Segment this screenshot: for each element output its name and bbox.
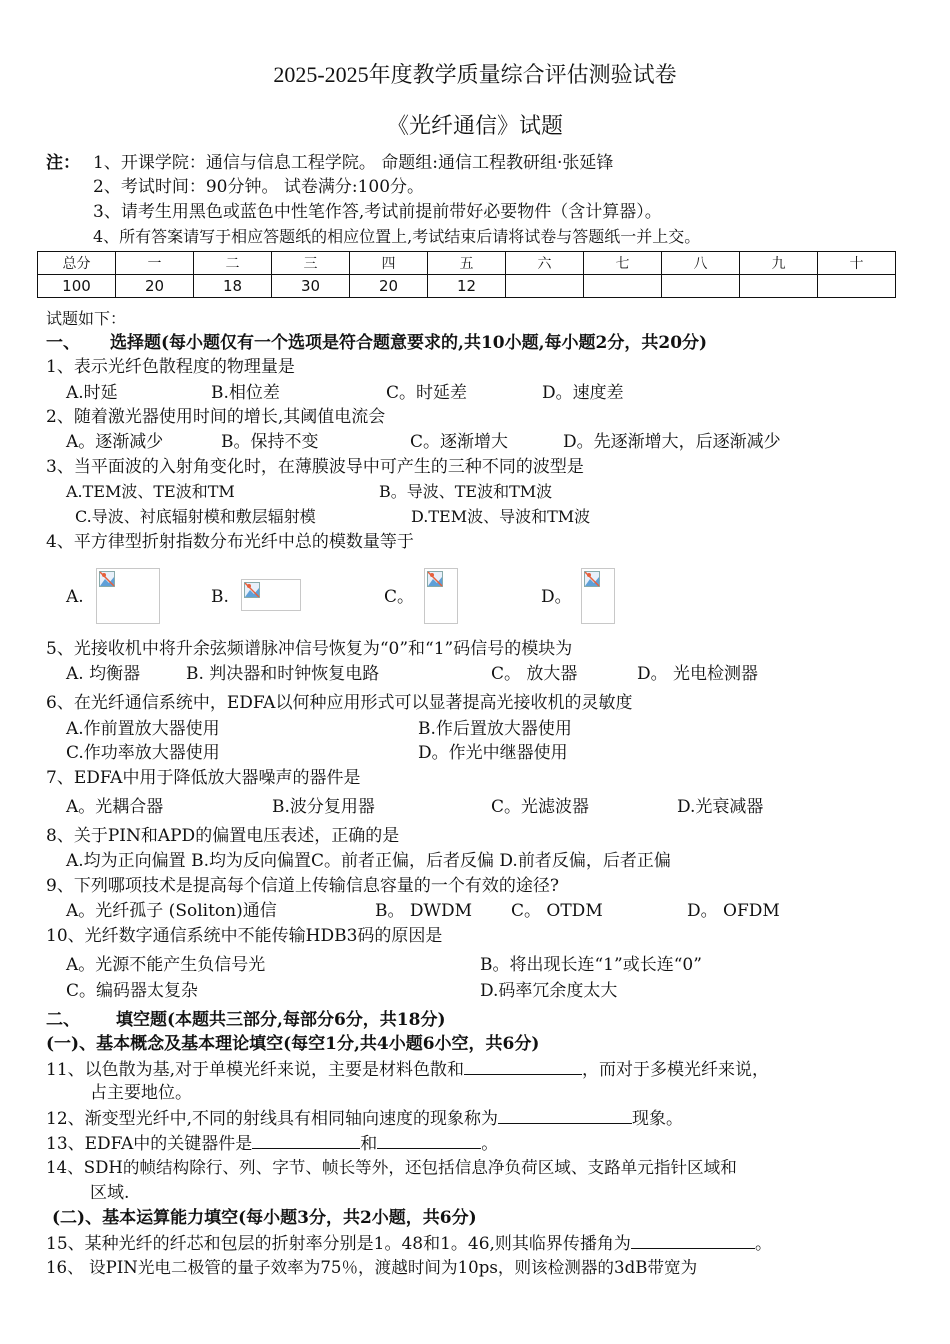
q4-formula-image-a xyxy=(96,568,160,624)
q3-option-c: C.导波、衬底辐射模和敷层辐射模 xyxy=(75,507,316,526)
q4-option-a: A. xyxy=(66,587,84,607)
q15-text-a: 15、某种光纤的纤芯和包层的折射率分别是1。48和1。46,则其临界传播角为 xyxy=(46,1234,631,1254)
q3-option-a: A.TEM波、TE波和TM xyxy=(66,482,235,501)
note-1: 1、开课学院：通信与信息工程学院。 命题组:通信工程教研组·张延锋 xyxy=(93,153,614,173)
q2-stem: 2、随着激光器使用时间的增长,其阈值电流会 xyxy=(46,407,386,427)
score-header-cell: 四 xyxy=(350,252,428,275)
q5-option-a: A. 均衡器 xyxy=(66,664,141,684)
score-value-cell xyxy=(506,275,584,298)
broken-image-icon xyxy=(584,571,600,587)
q7-option-a: A。光耦合器 xyxy=(66,797,164,817)
q4-formula-image-c xyxy=(424,568,458,624)
broken-image-icon xyxy=(244,582,260,598)
q7-option-b: B.波分复用器 xyxy=(272,797,375,817)
q3-stem: 3、当平面波的入射角变化时，在薄膜波导中可产生的三种不同的波型是 xyxy=(46,457,584,477)
score-header-cell: 一 xyxy=(116,252,194,275)
score-table-header-row xyxy=(38,252,896,275)
q1-option-a: A.时延 xyxy=(66,383,118,403)
broken-image-icon xyxy=(427,571,443,587)
q5-option-d: D。 光电检测器 xyxy=(637,664,759,684)
score-value-cell: 12 xyxy=(428,275,506,298)
score-header-cell: 七 xyxy=(584,252,662,275)
q13-blank-2[interactable] xyxy=(377,1132,481,1149)
q13-line xyxy=(46,1132,498,1155)
q2-option-d: D。先逐渐增大，后逐渐减少 xyxy=(563,432,781,452)
q10-option-b: B。将出现长连“1”或长连“0” xyxy=(480,955,702,975)
q12-blank[interactable] xyxy=(498,1107,632,1124)
score-header-cell: 三 xyxy=(272,252,350,275)
q1-option-c: C。时延差 xyxy=(386,383,468,403)
note-4: 4、所有答案请写于相应答题纸的相应位置上,考试结束后请将试卷与答题纸一并上交。 xyxy=(93,227,701,246)
q8-stem: 8、关于PIN和APD的偏置电压表述，正确的是 xyxy=(46,826,400,846)
score-header-cell: 总分 xyxy=(38,252,116,275)
q14-text-b: 区域. xyxy=(90,1183,130,1203)
score-value-cell xyxy=(584,275,662,298)
q14-text-a: 14、SDH的帧结构除行、列、字节、帧长等外，还包括信息净负荷区域、支路单元指针区域和 xyxy=(46,1158,737,1177)
q6-option-b: B.作后置放大器使用 xyxy=(418,719,572,739)
q3-option-d: D.TEM波、导波和TM波 xyxy=(411,507,591,526)
q2-option-a: A。逐渐减少 xyxy=(66,432,164,452)
q12-line xyxy=(46,1107,683,1130)
q9-option-a: A。光纤孤子 (Soliton)通信 xyxy=(66,901,277,921)
score-value-cell: 20 xyxy=(116,275,194,298)
q12-text-b: 现象。 xyxy=(632,1109,684,1129)
score-value-cell: 20 xyxy=(350,275,428,298)
q13-text-b: 和 xyxy=(360,1134,378,1154)
q3-option-b: B。导波、TE波和TM波 xyxy=(379,482,553,501)
q2-option-b: B。保持不变 xyxy=(221,432,319,452)
q6-option-a: A.作前置放大器使用 xyxy=(66,719,220,739)
q10-option-c: C。编码器太复杂 xyxy=(66,981,199,1001)
score-header-cell: 五 xyxy=(428,252,506,275)
q11-text-b: ，而对于多模光纤来说， xyxy=(582,1060,770,1080)
score-table-value-row xyxy=(38,275,896,298)
q4-stem: 4、平方律型折射指数分布光纤中总的模数量等于 xyxy=(46,532,414,552)
q10-stem: 10、光纤数字通信系统中不能传输HDB3码的原因是 xyxy=(46,926,443,946)
q7-option-d: D.光衰减器 xyxy=(677,797,764,817)
section2-title: 填空题(本题共三部分,每部分6分，共18分) xyxy=(116,1010,446,1030)
note-2: 2、考试时间：90分钟。 试卷满分:100分。 xyxy=(93,177,425,197)
section1-title: 选择题(每小题仅有一个选项是符合题意要求的,共10小题,每小题2分，共20分) xyxy=(110,333,708,353)
section1-number: 一、 xyxy=(46,333,80,353)
q13-blank-1[interactable] xyxy=(252,1132,360,1149)
score-value-cell: 30 xyxy=(272,275,350,298)
q12-text-a: 12、渐变型光纤中,不同的射线具有相同轴向速度的现象称为 xyxy=(46,1109,499,1129)
score-value-cell: 100 xyxy=(38,275,116,298)
q13-text-c: 。 xyxy=(481,1134,499,1154)
broken-image-icon xyxy=(99,571,115,587)
q4-option-c: C。 xyxy=(384,587,415,607)
part2-title: (二)、基本运算能力填空(每小题3分，共2小题，共6分) xyxy=(52,1208,477,1228)
q4-formula-image-d xyxy=(581,568,615,624)
q6-option-c: C.作功率放大器使用 xyxy=(66,743,220,763)
score-value-cell xyxy=(662,275,740,298)
page-subtitle: 《光纤通信》试题 xyxy=(386,114,563,139)
score-value-cell: 18 xyxy=(194,275,272,298)
q16-text-a: 16、 设PIN光电二极管的量子效率为75％，渡越时间为10ps，则该检测器的3dB带宽为 xyxy=(46,1258,698,1277)
q11-text-c: 占主要地位。 xyxy=(90,1083,192,1103)
q5-option-c: C。 放大器 xyxy=(491,664,578,684)
q1-option-d: D。速度差 xyxy=(542,383,624,403)
q4-formula-image-b xyxy=(241,579,301,611)
q6-stem: 6、在光纤通信系统中，EDFA以何种应用形式可以显著提高光接收机的灵敏度 xyxy=(46,693,633,713)
q9-option-c: C。 OTDM xyxy=(511,901,603,921)
q11-text-a: 11、以色散为基,对于单模光纤来说，主要是材料色散和 xyxy=(46,1060,465,1080)
score-value-cell xyxy=(740,275,818,298)
notes-label: 注： xyxy=(46,153,80,173)
q8-options: A.均为正向偏置 B.均为反向偏置C。前者正偏，后者反偏 D.前者反偏，后者正偏 xyxy=(66,851,671,871)
q15-blank[interactable] xyxy=(631,1232,755,1249)
q15-line xyxy=(46,1232,772,1255)
q5-stem: 5、光接收机中将升余弦频谱脉冲信号恢复为“0”和“1”码信号的模块为 xyxy=(46,639,573,659)
q6-option-d: D。作光中继器使用 xyxy=(418,743,568,763)
q9-option-d: D。 OFDM xyxy=(687,901,780,921)
q7-stem: 7、EDFA中用于降低放大器噪声的器件是 xyxy=(46,768,361,788)
part1-title: (一)、基本概念及基本理论填空(每空1分,共4小题6小空，共6分) xyxy=(46,1034,540,1054)
score-table xyxy=(37,251,896,298)
score-header-cell: 十 xyxy=(818,252,896,275)
page-title: 2025-2025年度教学质量综合评估测验试卷 xyxy=(273,62,677,87)
q10-option-d: D.码率冗余度太大 xyxy=(480,981,618,1001)
q10-option-a: A。光源不能产生负信号光 xyxy=(66,955,266,975)
q1-stem: 1、表示光纤色散程度的物理量是 xyxy=(46,357,295,377)
q9-option-b: B。 DWDM xyxy=(375,901,473,921)
score-header-cell: 二 xyxy=(194,252,272,275)
q15-text-b: 。 xyxy=(754,1234,772,1254)
q11-blank-1[interactable] xyxy=(464,1058,582,1075)
score-header-cell: 九 xyxy=(740,252,818,275)
score-header-cell: 八 xyxy=(662,252,740,275)
q14-line2 xyxy=(90,1182,129,1204)
q4-option-b: B. xyxy=(211,587,229,607)
q2-option-c: C。逐渐增大 xyxy=(410,432,509,452)
score-value-cell xyxy=(818,275,896,298)
q9-stem: 9、下列哪项技术是提高每个信道上传输信息容量的一个有效的途径? xyxy=(46,876,559,896)
q5-option-b: B. 判决器和时钟恢复电路 xyxy=(186,664,380,684)
q11-line1 xyxy=(46,1058,769,1081)
score-header-cell: 六 xyxy=(506,252,584,275)
q4-option-d: D。 xyxy=(541,587,572,607)
intro-text: 试题如下： xyxy=(46,309,127,328)
q7-option-c: C。光滤波器 xyxy=(491,797,590,817)
note-3: 3、请考生用黑色或蓝色中性笔作答,考试前提前带好必要物件（含计算器）。 xyxy=(93,202,662,222)
q13-text-a: 13、EDFA中的关键器件是 xyxy=(46,1134,253,1154)
section2-number: 二、 xyxy=(46,1010,80,1030)
q1-option-b: B.相位差 xyxy=(211,383,280,403)
